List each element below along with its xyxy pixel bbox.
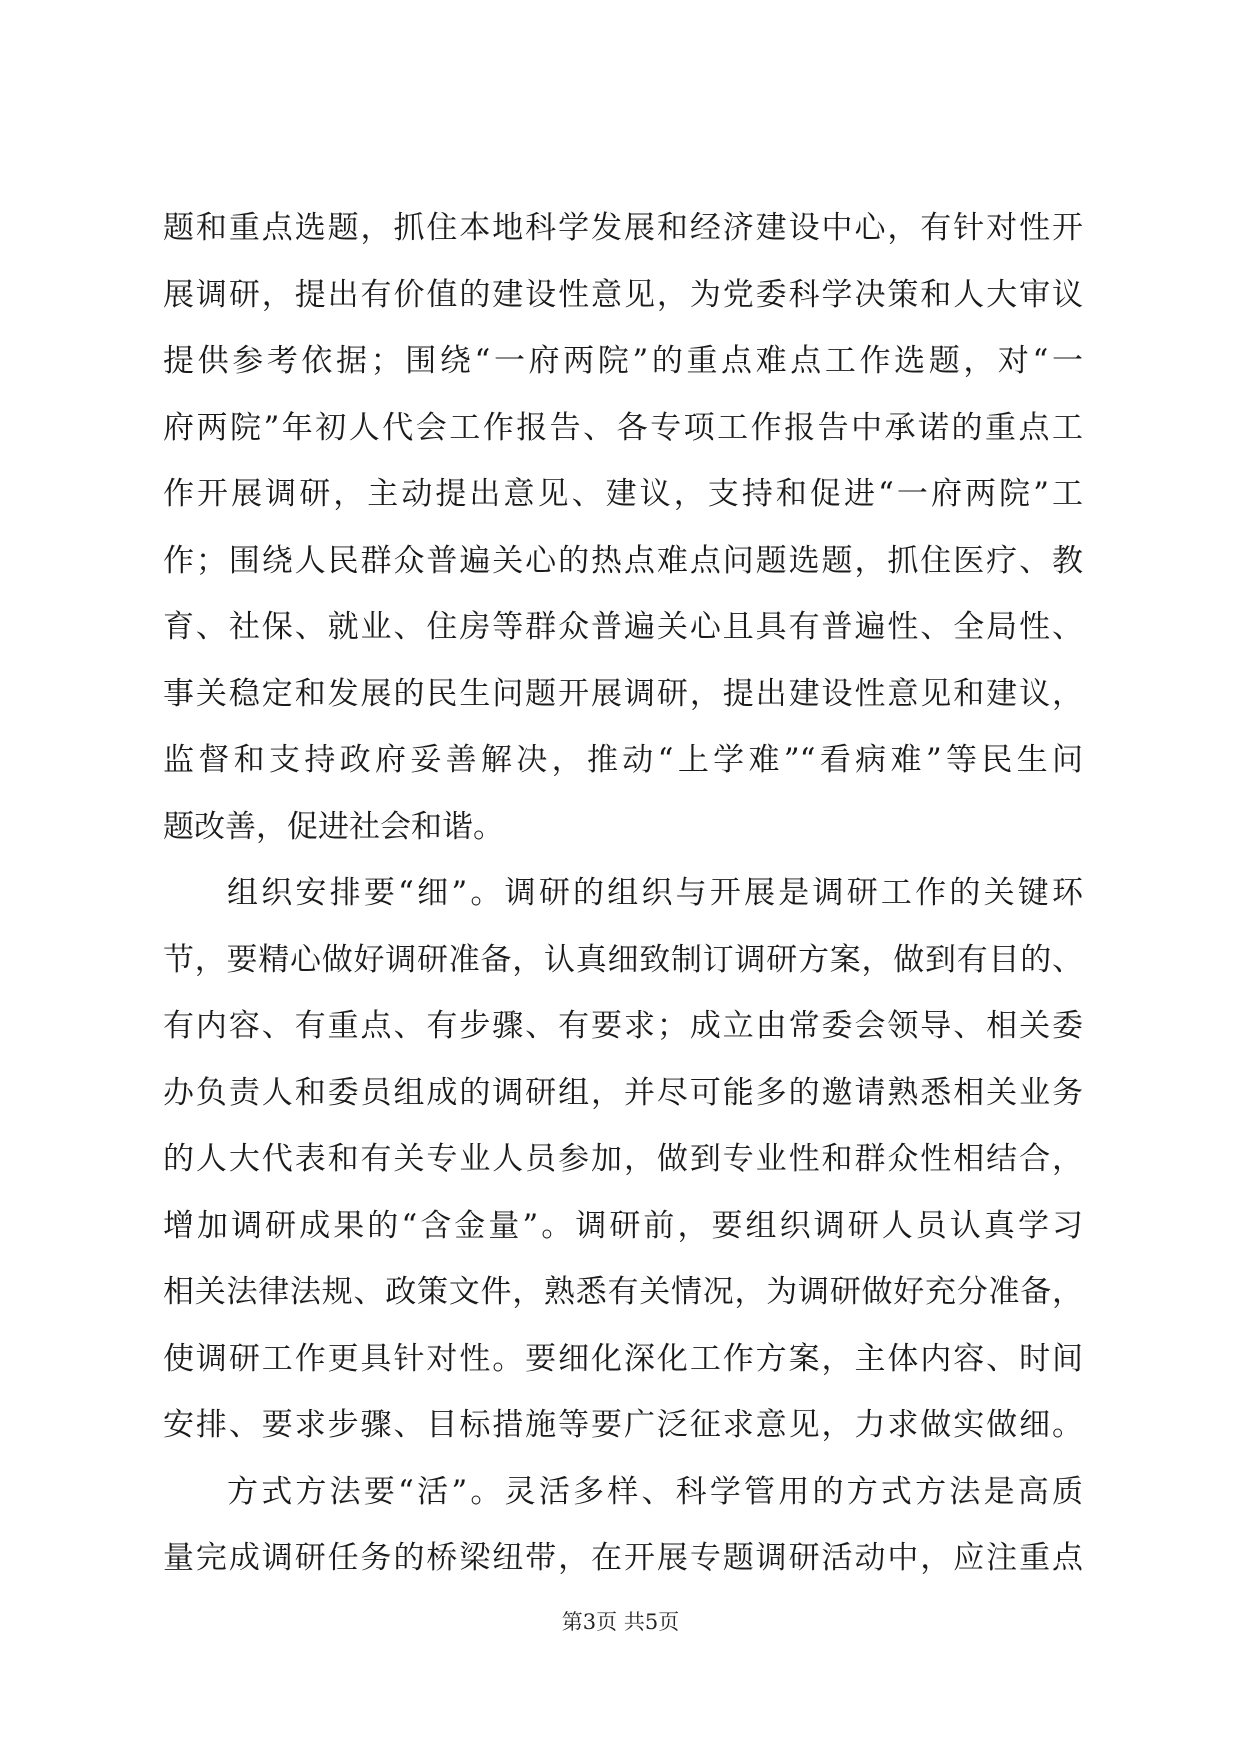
paragraph-3-line-2: 量完成调研任务的桥梁纽带，在开展专题调研活动中，应注重点 xyxy=(163,1540,1083,1576)
paragraph-3-line-1: 方式方法要“活”。灵活多样、科学管用的方式方法是高质 xyxy=(227,1473,1083,1510)
paragraph-1-line-1: 题和重点选题，抓住本地科学发展和经济建设中心，有针对性开 xyxy=(163,210,1083,246)
paragraph-2-line-4: 办负责人和委员组成的调研组，并尽可能多的邀请熟悉相关业务 xyxy=(163,1074,1083,1111)
paragraph-2-line-9: 安排、要求步骤、目标措施等要广泛征求意见，力求做实做细。 xyxy=(163,1407,1083,1443)
paragraph-1-line-7: 育、社保、就业、住房等群众普遍关心且具有普遍性、全局性、 xyxy=(163,609,1083,645)
paragraph-1-line-9: 监督和支持政府妥善解决，推动“上学难”“看病难”等民生问 xyxy=(163,742,1083,778)
paragraph-1-line-10: 题改善，促进社会和谐。 xyxy=(163,808,504,845)
paragraph-1-line-8: 事关稳定和发展的民生问题开展调研，提出建设性意见和建议， xyxy=(163,675,1083,712)
paragraph-2-line-3: 有内容、有重点、有步骤、有要求；成立由常委会领导、相关委 xyxy=(163,1008,1083,1044)
paragraph-2-line-5: 的人大代表和有关专业人员参加，做到专业性和群众性相结合， xyxy=(163,1141,1083,1177)
paragraph-1-line-6: 作；围绕人民群众普遍关心的热点难点问题选题，抓住医疗、教 xyxy=(163,542,1083,579)
document-body xyxy=(163,195,1083,1592)
paragraph-2-line-8: 使调研工作更具针对性。要细化深化工作方案，主体内容、时间 xyxy=(163,1340,1083,1377)
paragraph-2-line-1: 组织安排要“细”。调研的组织与开展是调研工作的关键环 xyxy=(227,875,1083,911)
paragraph-1-line-5: 作开展调研，主动提出意见、建议，支持和促进“一府两院”工 xyxy=(163,476,1083,512)
page-footer: 第3页 共5页 xyxy=(561,1610,680,1634)
paragraph-2-line-7: 相关法律法规、政策文件，熟悉有关情况，为调研做好充分准备， xyxy=(163,1274,1083,1310)
paragraph-1-line-2: 展调研，提出有价值的建设性意见，为党委科学决策和人大审议 xyxy=(163,276,1083,313)
paragraph-2-line-2: 节，要精心做好调研准备，认真细致制订调研方案，做到有目的、 xyxy=(163,941,1083,978)
paragraph-2-line-6: 增加调研成果的“含金量”。调研前，要组织调研人员认真学习 xyxy=(163,1207,1083,1244)
paragraph-1-line-3: 提供参考依据；围绕“一府两院”的重点难点工作选题，对“一 xyxy=(163,343,1083,379)
paragraph-1-line-4: 府两院”年初人代会工作报告、各专项工作报告中承诺的重点工 xyxy=(163,409,1083,446)
